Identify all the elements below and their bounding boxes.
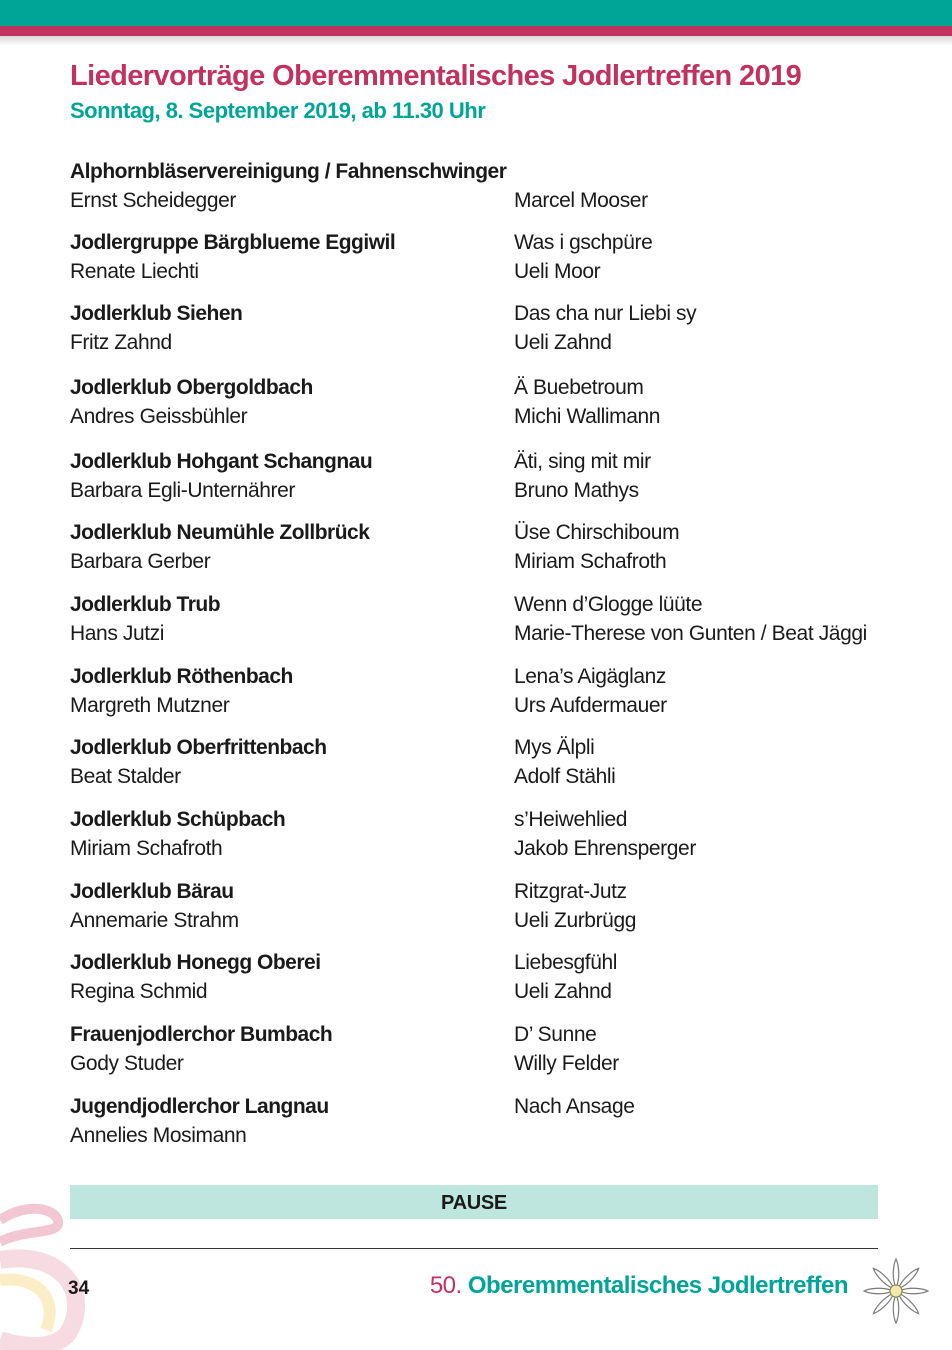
club-name: Jodlerklub Siehen <box>70 302 243 325</box>
song-title: Ä Buebetroum <box>514 376 644 399</box>
page-subtitle: Sonntag, 8. September 2019, ab 11.30 Uhr <box>70 98 486 123</box>
club-name: Frauenjodlerchor Bumbach <box>70 1023 333 1046</box>
header-band-shadow <box>0 36 952 46</box>
club-name: Jodlerklub Honegg Oberei <box>70 951 321 974</box>
program-entry <box>70 736 880 796</box>
footer-event-name: Oberemmentalisches Jodlertreffen <box>467 1272 848 1299</box>
leader-name: Hans Jutzi <box>70 622 165 645</box>
footer-divider <box>70 1248 878 1249</box>
program-entry <box>70 951 880 1011</box>
leader-name: Beat Stalder <box>70 765 181 788</box>
program-entry <box>70 521 880 581</box>
club-name: Jodlerklub Neumühle Zollbrück <box>70 521 370 544</box>
composer-name: Marcel Mooser <box>514 189 648 212</box>
song-title: Das cha nur Liebi sy <box>514 302 697 325</box>
program-entry <box>70 593 880 653</box>
leader-name: Barbara Egli-Unternährer <box>70 479 296 502</box>
header-band-pink <box>0 26 952 36</box>
program-entry <box>70 1095 880 1155</box>
leader-name: Annelies Mosimann <box>70 1124 247 1147</box>
program-entry <box>70 160 880 220</box>
leader-name: Barbara Gerber <box>70 550 211 573</box>
song-title: Was i gschpüre <box>514 231 653 254</box>
club-name: Jodlerklub Bärau <box>70 880 234 903</box>
song-title: D’ Sunne <box>514 1023 597 1046</box>
composer-name: Michi Wallimann <box>514 405 661 428</box>
program-entry <box>70 376 880 436</box>
song-title: s’Heiwehlied <box>514 808 628 831</box>
leader-name: Miriam Schafroth <box>70 837 223 860</box>
program-entry <box>70 665 880 725</box>
leader-name: Gody Studer <box>70 1052 184 1075</box>
composer-name: Marie-Therese von Gunten / Beat Jäggi <box>514 622 867 645</box>
song-title: Üse Chirschiboum <box>514 521 680 544</box>
song-title: Mys Älpli <box>514 736 595 759</box>
composer-name: Ueli Zurbrügg <box>514 909 637 932</box>
composer-name: Adolf Stähli <box>514 765 616 788</box>
page-number: 34 <box>68 1278 90 1299</box>
composer-name: Urs Aufdermauer <box>514 694 667 717</box>
club-name: Jodlerklub Schüpbach <box>70 808 286 831</box>
leader-name: Regina Schmid <box>70 980 208 1003</box>
header-band-teal <box>0 0 952 26</box>
club-name: Jodlergruppe Bärgblueme Eggiwil <box>70 231 396 254</box>
club-name: Jodlerklub Röthenbach <box>70 665 293 688</box>
song-title: Ritzgrat-Jutz <box>514 880 627 903</box>
leader-name: Renate Liechti <box>70 260 199 283</box>
composer-name: Ueli Moor <box>514 260 601 283</box>
song-title: Lena’s Aigäglanz <box>514 665 667 688</box>
program-entry <box>70 808 880 868</box>
pause-banner: PAUSE <box>70 1185 878 1219</box>
program-entry <box>70 880 880 940</box>
club-name: Jodlerklub Oberfrittenbach <box>70 736 327 759</box>
composer-name: Ueli Zahnd <box>514 331 612 354</box>
song-title: Liebesgfühl <box>514 951 618 974</box>
leader-name: Margreth Mutzner <box>70 694 230 717</box>
composer-name: Bruno Mathys <box>514 479 639 502</box>
composer-name: Willy Felder <box>514 1052 619 1075</box>
program-entry <box>70 1023 880 1083</box>
page-title: Liedervorträge Oberemmentalisches Jodlertreffen 2019 <box>70 60 802 92</box>
footer-event-title <box>430 1272 848 1300</box>
ribbon-decoration <box>0 1190 120 1350</box>
song-title: Äti, sing mit mir <box>514 450 651 473</box>
song-title: Nach Ansage <box>514 1095 635 1118</box>
composer-name: Miriam Schafroth <box>514 550 667 573</box>
club-name: Jodlerklub Obergoldbach <box>70 376 313 399</box>
composer-name: Jakob Ehrensperger <box>514 837 696 860</box>
leader-name: Ernst Scheidegger <box>70 189 236 212</box>
club-name: Alphornbläservereinigung / Fahnenschwinger <box>70 160 507 183</box>
edelweiss-icon <box>858 1256 934 1326</box>
song-title: Wenn d’Glogge lüüte <box>514 593 703 616</box>
leader-name: Andres Geissbühler <box>70 405 248 428</box>
composer-name: Ueli Zahnd <box>514 980 612 1003</box>
program-entry <box>70 231 880 291</box>
club-name: Jodlerklub Trub <box>70 593 221 616</box>
leader-name: Annemarie Strahm <box>70 909 239 932</box>
leader-name: Fritz Zahnd <box>70 331 172 354</box>
club-name: Jodlerklub Hohgant Schangnau <box>70 450 373 473</box>
program-entry <box>70 302 880 362</box>
footer-edition: 50. <box>429 1272 462 1299</box>
program-entry <box>70 450 880 510</box>
club-name: Jugendjodlerchor Langnau <box>70 1095 329 1118</box>
